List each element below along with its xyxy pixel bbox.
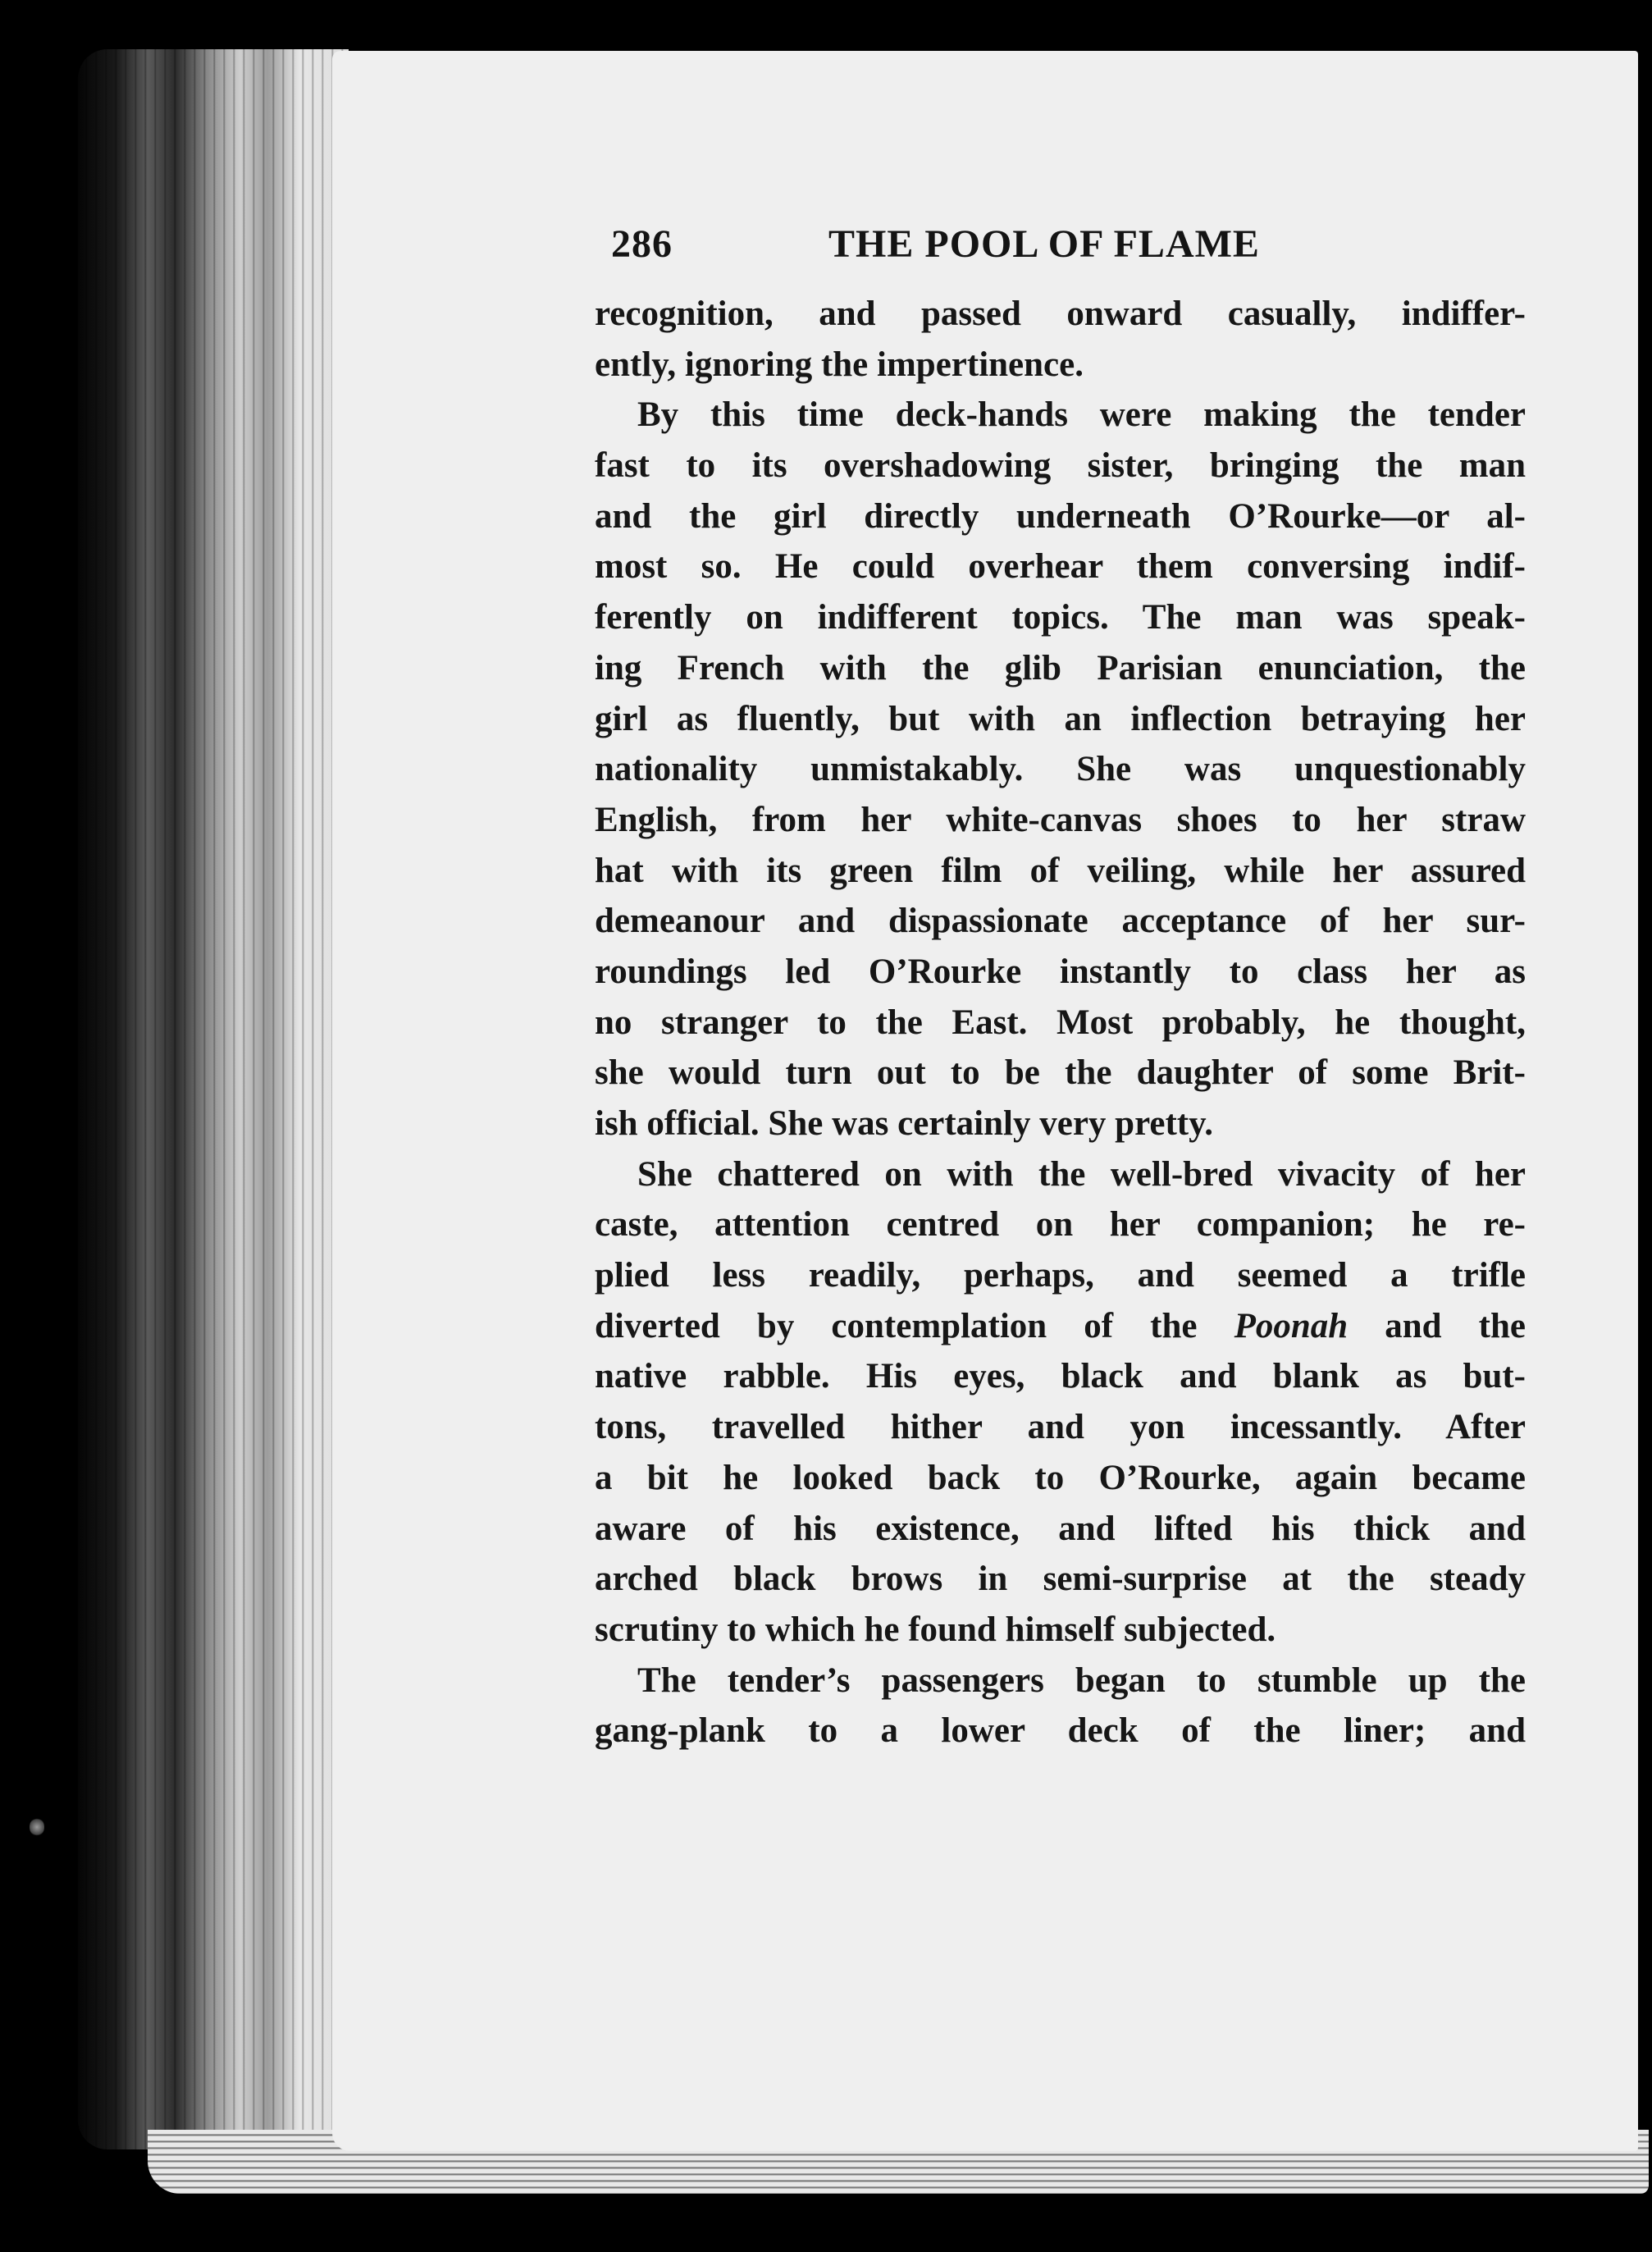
text-line: gang-plank to a lower deck of the liner; and [595, 1711, 1526, 1751]
text-line: girl as fluently, but with an inflection betraying her [595, 699, 1526, 738]
paragraph [595, 390, 1526, 1149]
text-line: aware of his existence, and lifted his thick and [595, 1509, 1526, 1548]
text-line: roundings led O’Rourke instantly to class her as [595, 952, 1526, 991]
text-line: English, from her white-canvas shoes to her straw [595, 800, 1526, 839]
text-line: native rabble. His eyes, black and blank as but- [595, 1357, 1526, 1396]
text-line: fast to its overshadowing sister, bringing the man [595, 446, 1526, 486]
text-line: demeanour and dispassionate acceptance of her sur- [595, 902, 1526, 941]
text-line: recognition, and passed onward casually, indiffer- [595, 295, 1526, 333]
text-line: ing French with the glib Parisian enunciation, the [595, 648, 1526, 687]
text-line-with-italic: diverted by contemplation of the Poonah and the [595, 1306, 1526, 1345]
text-line: most so. He could overhear them conversing indif- [595, 547, 1526, 587]
text-line: By this time deck-hands were making the tender [637, 395, 1526, 435]
page-edge-lines [78, 49, 349, 2149]
paragraph [595, 1149, 1526, 1656]
text-line: she would turn out to be the daughter of some Brit- [595, 1053, 1526, 1093]
body-text [595, 289, 1526, 1756]
text-line: The tender’s passengers began to stumble up the [637, 1660, 1526, 1700]
text-line: nationality unmistakably. She was unquestionably [595, 750, 1526, 789]
dust-speck [30, 1817, 44, 1837]
running-header [611, 220, 1349, 269]
running-title: THE POOL OF FLAME [828, 222, 1260, 266]
page-number: 286 [611, 222, 673, 266]
paragraph [595, 289, 1526, 390]
text-line: caste, attention centred on her companion; he re- [595, 1205, 1526, 1245]
text-line: and the girl directly underneath O’Rourke—or al- [595, 496, 1526, 536]
text-line: ish official. She was certainly very pretty. [595, 1104, 1213, 1143]
text-line: tons, travelled hither and yon incessantly. After [595, 1408, 1526, 1447]
text-line: scrutiny to which he found himself subjected. [595, 1610, 1276, 1649]
text-line: plied less readily, perhaps, and seemed a trifle [595, 1256, 1526, 1295]
text-line: ferently on indifferent topics. The man was speak- [595, 598, 1526, 637]
text-line: arched black brows in semi-surprise at the steady [595, 1560, 1526, 1599]
text-line: She chattered on with the well-bred vivacity of her [637, 1154, 1526, 1194]
text-line: a bit he looked back to O’Rourke, again became [595, 1458, 1526, 1497]
text-line: hat with its green film of veiling, while her assured [595, 851, 1526, 890]
text-line: no stranger to the East. Most probably, he thought, [595, 1003, 1526, 1042]
italic-ship-name: Poonah [1234, 1306, 1349, 1345]
text-line: ently, ignoring the impertinence. [595, 345, 1084, 384]
paragraph [595, 1656, 1526, 1756]
